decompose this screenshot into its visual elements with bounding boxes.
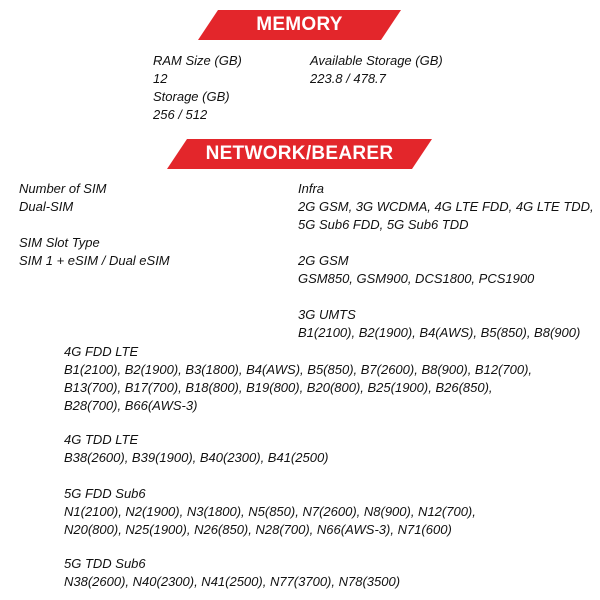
lte-fdd-value-line1: B1(2100), B2(1900), B3(1800), B4(AWS), B5(850), B7(2600), B8(900), B12(700), bbox=[64, 362, 533, 377]
available-storage-label: Available Storage (GB) bbox=[310, 53, 443, 68]
infra-label: Infra bbox=[298, 181, 325, 196]
number-of-sim-value: Dual-SIM bbox=[19, 199, 74, 214]
nr-tdd-label: 5G TDD Sub6 bbox=[64, 556, 146, 571]
storage-label: Storage (GB) bbox=[153, 89, 230, 104]
lte-tdd-value: B38(2600), B39(1900), B40(2300), B41(2500) bbox=[64, 450, 329, 465]
umts-label: 3G UMTS bbox=[298, 307, 356, 322]
ram-size-label: RAM Size (GB) bbox=[153, 53, 242, 68]
nr-fdd-value-line1: N1(2100), N2(1900), N3(1800), N5(850), N7(2600), N8(900), N12(700), bbox=[64, 504, 476, 519]
memory-title: MEMORY bbox=[256, 14, 343, 35]
umts-value: B1(2100), B2(1900), B4(AWS), B5(850), B8(900) bbox=[298, 325, 581, 340]
number-of-sim-label: Number of SIM bbox=[19, 181, 107, 196]
lte-fdd-label: 4G FDD LTE bbox=[64, 344, 139, 359]
gsm-label: 2G GSM bbox=[298, 253, 349, 268]
lte-tdd-label: 4G TDD LTE bbox=[64, 432, 139, 447]
sim-slot-type-label: SIM Slot Type bbox=[19, 235, 100, 250]
ram-size-value: 12 bbox=[153, 71, 168, 86]
infra-value-line2: 5G Sub6 FDD, 5G Sub6 TDD bbox=[298, 217, 469, 232]
lte-fdd-value-line3: B28(700), B66(AWS-3) bbox=[64, 398, 198, 413]
storage-value: 256 / 512 bbox=[153, 107, 208, 122]
network-section-header bbox=[167, 139, 432, 169]
gsm-value: GSM850, GSM900, DCS1800, PCS1900 bbox=[298, 271, 535, 286]
memory-section-header bbox=[198, 10, 401, 40]
sim-slot-type-value: SIM 1 + eSIM / Dual eSIM bbox=[19, 253, 170, 268]
infra-value-line1: 2G GSM, 3G WCDMA, 4G LTE FDD, 4G LTE TDD, bbox=[298, 199, 594, 214]
lte-fdd-value-line2: B13(700), B17(700), B18(800), B19(800), B20(800), B25(1900), B26(850), bbox=[64, 380, 493, 395]
available-storage-value: 223.8 / 478.7 bbox=[310, 71, 386, 86]
nr-fdd-value-line2: N20(800), N25(1900), N26(850), N28(700), N66(AWS-3), N71(600) bbox=[64, 522, 452, 537]
nr-fdd-label: 5G FDD Sub6 bbox=[64, 486, 146, 501]
nr-tdd-value: N38(2600), N40(2300), N41(2500), N77(3700), N78(3500) bbox=[64, 574, 401, 589]
network-title: NETWORK/BEARER bbox=[205, 143, 394, 164]
